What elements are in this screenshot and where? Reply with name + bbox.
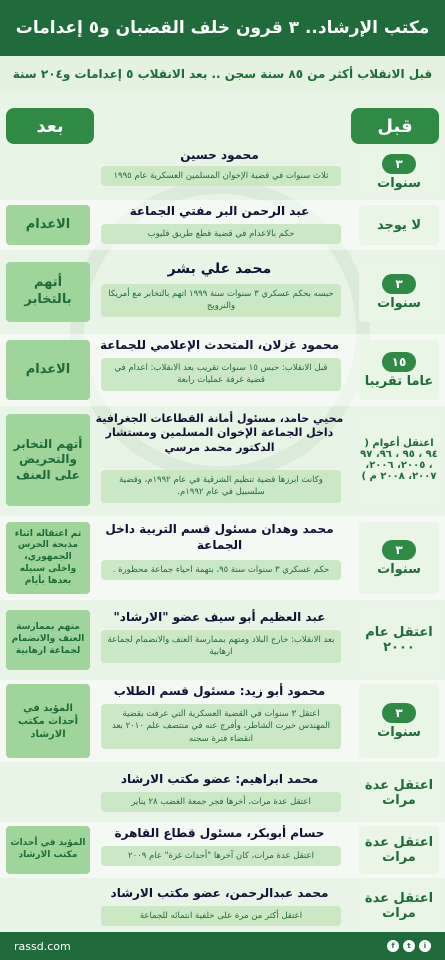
before-number: ٣ (382, 540, 416, 560)
before-cell (359, 150, 439, 194)
person-name: محيي حامد، مسئول أمانة القطاعات الجغرافية داخل الجماعة الإخوان المسلمين ومستشار الدكتور محمد مرسي (95, 412, 344, 454)
before-text: لا يوجد (376, 217, 422, 233)
after-cell: أتهم التخابر والتحريض على العنف (6, 414, 90, 506)
person-name: محمود أبو زيد: مسئول قسم الطلاب (113, 684, 326, 698)
after-cell: تم اعتقاله اثناء مذبحة الحرس الجمهوري، واخلى سبيله بعدها بأيام (6, 522, 90, 594)
person-name: محمد وهدان مسئول قسم التربية داخل الجماعة (105, 522, 334, 552)
before-text: سنوات (377, 724, 421, 740)
before-text: اعتقل عام ٢٠٠٠ (365, 625, 433, 655)
table-row (0, 516, 445, 600)
person-name: حسام أبوبكر، مسئول قطاع القاهرة (114, 826, 325, 840)
before-cell (359, 205, 439, 245)
before-text: اعتقل عدة مرات (364, 835, 434, 865)
after-cell: المؤبد في أحداث مكتب الارشاد (6, 826, 90, 874)
site-link[interactable]: rassd.com (14, 939, 71, 953)
table-row (0, 148, 445, 196)
person-detail: حبسه بحكم عسكري ٣ سنوات سنة ١٩٩٩ اتهم بالتخابر مع أمريكا والنرويج (101, 284, 341, 317)
after-cell: متهم بممارسة العنف والانضمام لجماعة ارهابية (6, 610, 90, 670)
before-number: ٣ (382, 274, 416, 294)
person-detail: قبل الانقلاب: حبس ١٥ سنوات تقريب بعد الانقلاب: اعدام في قضية غرفة عمليات رابعة (101, 358, 341, 391)
table-row (0, 680, 445, 762)
person-name: محمد علي بشر (167, 261, 272, 277)
instagram-icon[interactable]: i (419, 940, 431, 952)
table-row (0, 200, 445, 250)
before-number: ٣ (382, 703, 416, 723)
table-row (0, 256, 445, 328)
before-cell (359, 340, 439, 400)
after-column-header: بعد (6, 108, 94, 144)
before-text: سنوات (377, 295, 421, 311)
social-icons (387, 940, 431, 952)
footer (0, 932, 445, 960)
before-cell (359, 826, 439, 874)
before-cell (359, 684, 439, 758)
before-text: اعتقل أعوام ( ٩٤ ، ٩٥ ، ٩٦، ٩٧ ، ٢٠٠٥، ٢٠٠٦، ٢٠٠٧، ٢٠٠٨ م ) (360, 438, 438, 482)
person-name: محمود غزلان، المتحدث الإعلامي للجماعة (99, 338, 340, 352)
before-text: سنوات (377, 561, 421, 577)
page-subtitle: قبل الانقلاب أكثر من ٨٥ سنة سجن .. بعد الانقلاب ٥ إعدامات و٢٠٤ سنة (0, 56, 445, 92)
after-cell: الاعدام (6, 205, 90, 245)
person-detail: اعتقل أكثر من مرة على خلفية انتمائه للجماعة (101, 906, 341, 926)
person-name: عبد العظيم أبو سيف عضو "الارشاد" (113, 610, 326, 624)
person-detail: وكانت ابرزها قضية تنظيم الشرقية في عام ١٩٩٢م، وقضية سلسبيل في عام ١٩٩٢م. (101, 470, 341, 503)
before-cell (359, 522, 439, 594)
after-cell: الاعدام (6, 340, 90, 400)
table-row (0, 768, 445, 818)
twitter-icon[interactable]: t (403, 940, 415, 952)
person-detail: حكم عسكري ٣ سنوات سنة ٩٥، بتهمة احياء جماعة محظورة . (101, 560, 341, 580)
person-detail: اعتقل ٣ سنوات في القضية العسكرية التي عرفت بقضية المهندس خيرت الشاطر، وأفرج عنه في منتصف علم ٢٠١٠ بعد انقضاء فترة سجنه (101, 704, 341, 749)
before-text: عاما تقريبا (364, 373, 434, 389)
person-name: عبد الرحمن البر مفتي الجماعة (129, 204, 310, 218)
before-cell (359, 414, 439, 506)
person-name: محمد ابراهيم: عضو مكتب الارشاد (120, 772, 319, 786)
facebook-icon[interactable]: f (387, 940, 399, 952)
table-row (0, 882, 445, 930)
table-row (0, 334, 445, 406)
table-row (0, 410, 445, 510)
before-number: ١٥ (382, 352, 416, 372)
person-name: محمد عبدالرحمن، عضو مكتب الارشاد (110, 886, 329, 900)
person-detail: ثلاث سنوات في قضية الإخوان المسلمين العسكرية عام ١٩٩٥ (101, 166, 341, 186)
person-detail: حكم بالاعدام في قضية قطع طريق قليوب (101, 224, 341, 244)
before-cell (359, 770, 439, 816)
before-column-header: قبل (351, 108, 439, 144)
table-row (0, 606, 445, 674)
page-title: مكتب الإرشاد.. ٣ قرون خلف القضبان و٥ إعدامات (0, 0, 445, 56)
before-text: اعتقل عدة مرات (364, 778, 434, 808)
before-cell (359, 262, 439, 322)
before-cell (359, 610, 439, 670)
person-name: محمود حسين (180, 148, 259, 162)
before-number: ٣ (382, 154, 416, 174)
person-detail: اعتقل عدة مرات، أخرها فجر جمعة الغضب ٢٨ يناير (101, 792, 341, 812)
after-cell: المؤبد في أحداث مكتب الارشاد (6, 684, 90, 758)
before-text: سنوات (377, 175, 421, 191)
after-cell: أتهم بالتخابر (6, 262, 90, 322)
person-detail: اعتقل عدة مرات، كان آخرها "أحداث غزة" عام ٢٠٠٩ (101, 846, 341, 866)
before-text: اعتقل عدة مرات (364, 891, 434, 921)
table-row (0, 822, 445, 878)
person-detail: بعد الانقلاب: خارج البلاد ومتهم بممارسة العنف والانضمام لجماعة ارهابية (101, 630, 341, 663)
before-cell (359, 884, 439, 928)
